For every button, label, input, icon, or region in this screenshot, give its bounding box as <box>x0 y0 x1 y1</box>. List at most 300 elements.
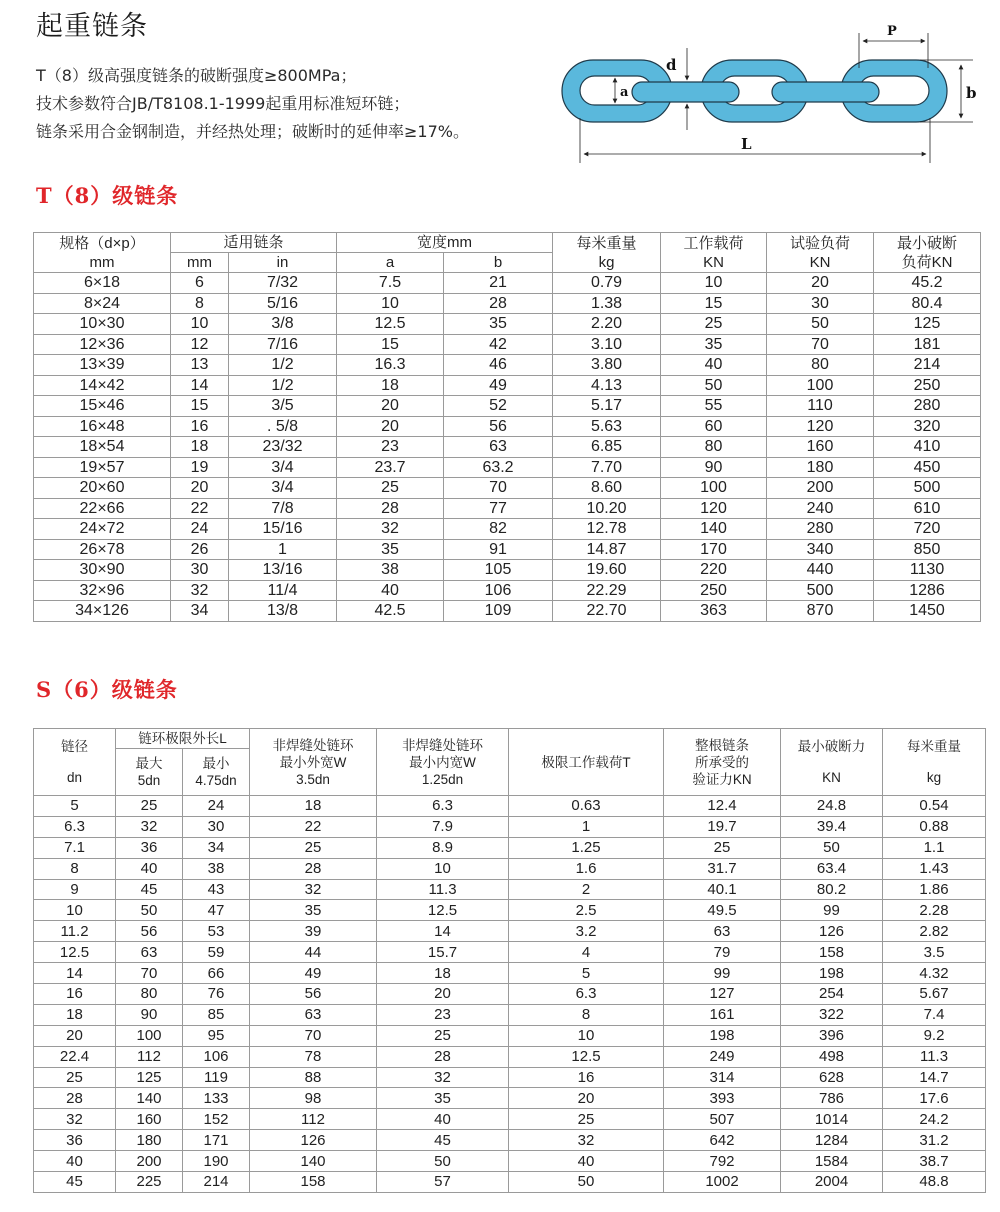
header-chain-mm: mm <box>171 253 229 273</box>
table-cell: 12.78 <box>553 519 661 540</box>
header-inner-width <box>377 729 509 796</box>
table-cell: 158 <box>250 1172 377 1193</box>
table-cell: 2.28 <box>883 900 986 921</box>
table-row <box>34 375 981 396</box>
table-cell: 10 <box>34 900 116 921</box>
table-cell: 35 <box>337 539 444 560</box>
header-text: 非焊缝处链环 <box>402 737 484 753</box>
table-cell: 11.3 <box>883 1046 986 1067</box>
table-cell: 10 <box>377 858 509 879</box>
table-cell: 280 <box>767 519 874 540</box>
table-cell: 220 <box>661 560 767 581</box>
table-cell: 14 <box>171 375 229 396</box>
table-row <box>34 580 981 601</box>
table-cell: 39.4 <box>781 816 883 837</box>
table-cell: 17.6 <box>883 1088 986 1109</box>
table-cell: 119 <box>183 1067 250 1088</box>
table-cell: 28 <box>34 1088 116 1109</box>
table-cell: 19.60 <box>553 560 661 581</box>
header-text: 5dn <box>137 773 161 788</box>
table-cell: 0.79 <box>553 273 661 294</box>
table-cell: 7.70 <box>553 457 661 478</box>
table-cell: 5.17 <box>553 396 661 417</box>
table-row <box>34 355 981 376</box>
table-cell: 53 <box>183 921 250 942</box>
table-cell: 50 <box>116 900 183 921</box>
table-cell: 23.7 <box>337 457 444 478</box>
table-cell: 31.2 <box>883 1130 986 1151</box>
header-text: 3.5dn <box>296 771 330 787</box>
header-test-load <box>767 233 874 273</box>
table-cell: 40 <box>661 355 767 376</box>
table-cell: 13×39 <box>34 355 171 376</box>
table-cell: 24 <box>171 519 229 540</box>
table-cell: 11/4 <box>229 580 337 601</box>
table-cell: 15 <box>337 334 444 355</box>
table-cell: 32 <box>250 879 377 900</box>
table-cell: 44 <box>250 942 377 963</box>
table-cell: 12 <box>171 334 229 355</box>
table-cell: 25 <box>250 837 377 858</box>
table-cell: 1 <box>229 539 337 560</box>
table-cell: 7/8 <box>229 498 337 519</box>
table-cell: 6.85 <box>553 437 661 458</box>
table-cell: 25 <box>661 314 767 335</box>
table-cell: 3.5 <box>883 942 986 963</box>
table-cell: 76 <box>183 984 250 1005</box>
table-cell: 3.80 <box>553 355 661 376</box>
table-cell: 171 <box>183 1130 250 1151</box>
table-cell: 140 <box>661 519 767 540</box>
header-outer-width <box>250 729 377 796</box>
table-cell: 1.43 <box>883 858 986 879</box>
table-cell: 50 <box>509 1172 664 1193</box>
header-text: KN <box>703 253 724 271</box>
header-text: 试验负荷 <box>790 234 851 252</box>
table-cell: 0.88 <box>883 816 986 837</box>
table-cell: 1.1 <box>883 837 986 858</box>
table-cell: 50 <box>661 375 767 396</box>
label-l: L <box>741 135 752 153</box>
table-cell: 40 <box>34 1151 116 1172</box>
table-cell: 322 <box>781 1004 883 1025</box>
table-cell: 3.10 <box>553 334 661 355</box>
table-cell: 190 <box>183 1151 250 1172</box>
header-weight <box>553 233 661 273</box>
header-text: 所承受的 <box>695 754 750 770</box>
table-row <box>34 942 986 963</box>
header-text: 工作载荷 <box>683 234 744 252</box>
table-cell: 1.25 <box>509 837 664 858</box>
table-cell: 25 <box>664 837 781 858</box>
table-cell: 225 <box>116 1172 183 1193</box>
table-cell: 26×78 <box>34 539 171 560</box>
table-cell: 106 <box>183 1046 250 1067</box>
table-cell: 500 <box>874 478 981 499</box>
table-cell: 40 <box>509 1151 664 1172</box>
table-cell: 63 <box>116 942 183 963</box>
table-cell: 50 <box>767 314 874 335</box>
table-cell: 240 <box>767 498 874 519</box>
table-cell: 628 <box>781 1067 883 1088</box>
table-cell: 32×96 <box>34 580 171 601</box>
table-cell: 1.38 <box>553 293 661 314</box>
table-cell: 16.3 <box>337 355 444 376</box>
table-cell: 14.87 <box>553 539 661 560</box>
table-cell: 133 <box>183 1088 250 1109</box>
table-row <box>34 1067 986 1088</box>
table-cell: 8.60 <box>553 478 661 499</box>
table-cell: 20 <box>34 1025 116 1046</box>
table-cell: 52 <box>444 396 553 417</box>
header-text: 最小破断力 <box>797 739 866 754</box>
table-cell: 20 <box>377 984 509 1005</box>
table-cell: 78 <box>250 1046 377 1067</box>
table-cell: 20 <box>509 1088 664 1109</box>
table-cell: 18 <box>34 1004 116 1025</box>
table-cell: 7/16 <box>229 334 337 355</box>
table-cell: 57 <box>377 1172 509 1193</box>
table-cell: 160 <box>767 437 874 458</box>
table-row <box>34 273 981 294</box>
table-cell: 38 <box>183 858 250 879</box>
header-text: kg <box>598 253 615 271</box>
header-work-limit: 极限工作载荷T <box>509 729 664 796</box>
table-cell: 63 <box>444 437 553 458</box>
table-row <box>34 1004 986 1025</box>
table-cell: 786 <box>781 1088 883 1109</box>
table-row <box>34 539 981 560</box>
table-cell: 30×90 <box>34 560 171 581</box>
chain-diagram <box>545 18 985 168</box>
table-cell: 28 <box>337 498 444 519</box>
header-width-b: b <box>444 253 553 273</box>
table-cell: 498 <box>781 1046 883 1067</box>
table-cell: 45.2 <box>874 273 981 294</box>
table-cell: 12×36 <box>34 334 171 355</box>
table-cell: 314 <box>664 1067 781 1088</box>
table-cell: 20 <box>171 478 229 499</box>
table-cell: 49 <box>250 963 377 984</box>
table-cell: 70 <box>250 1025 377 1046</box>
table-cell: 39 <box>250 921 377 942</box>
table-cell: 36 <box>116 837 183 858</box>
table-cell: 34×126 <box>34 601 171 622</box>
table-cell: 214 <box>183 1172 250 1193</box>
table-cell: 21 <box>444 273 553 294</box>
table-cell: 95 <box>183 1025 250 1046</box>
table-cell: 4.32 <box>883 963 986 984</box>
table-cell: 35 <box>377 1088 509 1109</box>
table-cell: 14 <box>34 963 116 984</box>
table-cell: 34 <box>171 601 229 622</box>
table-row <box>34 478 981 499</box>
table-cell: 35 <box>250 900 377 921</box>
table-cell: 180 <box>767 457 874 478</box>
table-cell: 10 <box>661 273 767 294</box>
table-cell: 22×66 <box>34 498 171 519</box>
table-cell: 9 <box>34 879 116 900</box>
label-p: P <box>887 24 897 39</box>
table-cell: 16 <box>171 416 229 437</box>
table-cell: 26 <box>171 539 229 560</box>
header-width: 宽度mm <box>337 233 553 253</box>
table-cell: 6 <box>171 273 229 294</box>
table-cell: 56 <box>444 416 553 437</box>
table-cell: 23 <box>337 437 444 458</box>
table-cell: 507 <box>664 1109 781 1130</box>
table-cell: 38 <box>337 560 444 581</box>
table-cell: 140 <box>116 1088 183 1109</box>
section-title-t8: T（8）级链条 <box>36 183 179 208</box>
t8-table-body <box>34 273 981 622</box>
label-d: d <box>666 56 677 74</box>
table-cell: 720 <box>874 519 981 540</box>
table-cell: 4.13 <box>553 375 661 396</box>
table-cell: 77 <box>444 498 553 519</box>
table-cell: 48.8 <box>883 1172 986 1193</box>
table-cell: 450 <box>874 457 981 478</box>
table-cell: 3.2 <box>509 921 664 942</box>
table-cell: 43 <box>183 879 250 900</box>
table-cell: 5 <box>509 963 664 984</box>
table-cell: 127 <box>664 984 781 1005</box>
table-row <box>34 498 981 519</box>
table-cell: 11.2 <box>34 921 116 942</box>
table-cell: 24.8 <box>781 796 883 817</box>
table-cell: 70 <box>767 334 874 355</box>
table-cell: 6.3 <box>509 984 664 1005</box>
table-cell: 19.7 <box>664 816 781 837</box>
table-row <box>34 858 986 879</box>
table-cell: 25 <box>509 1109 664 1130</box>
table-cell: 3/8 <box>229 314 337 335</box>
table-cell: 110 <box>767 396 874 417</box>
label-a: a <box>620 85 629 100</box>
table-cell: 100 <box>767 375 874 396</box>
table-cell: 340 <box>767 539 874 560</box>
header-text: 最小 <box>202 756 230 771</box>
table-cell: 181 <box>874 334 981 355</box>
table-cell: 32 <box>509 1130 664 1151</box>
table-cell: 23 <box>377 1004 509 1025</box>
table-cell: 24×72 <box>34 519 171 540</box>
table-cell: 38.7 <box>883 1151 986 1172</box>
table-cell: 1/2 <box>229 355 337 376</box>
table-cell: 22.29 <box>553 580 661 601</box>
table-cell: 13/8 <box>229 601 337 622</box>
table-cell: 13/16 <box>229 560 337 581</box>
table-cell: 3/4 <box>229 478 337 499</box>
header-text: 每米重量 <box>907 739 962 754</box>
table-cell: 15/16 <box>229 519 337 540</box>
table-cell: 7/32 <box>229 273 337 294</box>
table-cell: 254 <box>781 984 883 1005</box>
table-cell: 25 <box>34 1067 116 1088</box>
table-cell: 63 <box>250 1004 377 1025</box>
table-cell: 34 <box>183 837 250 858</box>
table-cell: 5 <box>34 796 116 817</box>
table-cell: 10×30 <box>34 314 171 335</box>
table-cell: 16 <box>34 984 116 1005</box>
table-cell: 11.3 <box>377 879 509 900</box>
table-cell: 1130 <box>874 560 981 581</box>
header-width-a: a <box>337 253 444 273</box>
table-cell: 15 <box>661 293 767 314</box>
table-cell: 45 <box>377 1130 509 1151</box>
table-cell: 6.3 <box>377 796 509 817</box>
table-cell: 22.70 <box>553 601 661 622</box>
table-cell: 5.63 <box>553 416 661 437</box>
table-cell: 25 <box>337 478 444 499</box>
table-cell: 870 <box>767 601 874 622</box>
table-row <box>34 457 981 478</box>
t8-spec-table <box>33 232 981 622</box>
table-cell: 91 <box>444 539 553 560</box>
table-cell: 70 <box>444 478 553 499</box>
table-cell: 24 <box>183 796 250 817</box>
table-cell: 24.2 <box>883 1109 986 1130</box>
table-cell: 35 <box>661 334 767 355</box>
table-cell: 170 <box>661 539 767 560</box>
table-cell: 2004 <box>781 1172 883 1193</box>
table-cell: 160 <box>116 1109 183 1130</box>
s6-spec-table <box>33 728 986 1193</box>
table-cell: 80 <box>116 984 183 1005</box>
table-cell: . 5/8 <box>229 416 337 437</box>
table-cell: 90 <box>661 457 767 478</box>
table-cell: 55 <box>661 396 767 417</box>
table-cell: 6.3 <box>34 816 116 837</box>
table-cell: 20 <box>337 396 444 417</box>
table-row <box>34 396 981 417</box>
header-text: 链径 <box>61 739 88 754</box>
header-min-break <box>874 233 981 273</box>
table-cell: 22 <box>250 816 377 837</box>
table-cell: 7.4 <box>883 1004 986 1025</box>
table-cell: 80.2 <box>781 879 883 900</box>
table-cell: 12.5 <box>377 900 509 921</box>
table-cell: 320 <box>874 416 981 437</box>
table-cell: 15×46 <box>34 396 171 417</box>
table-cell: 16×48 <box>34 416 171 437</box>
table-row <box>34 963 986 984</box>
table-cell: 13 <box>171 355 229 376</box>
table-cell: 18 <box>377 963 509 984</box>
table-cell: 8 <box>509 1004 664 1025</box>
chain-link <box>772 82 879 102</box>
table-cell: 2.5 <box>509 900 664 921</box>
table-row <box>34 437 981 458</box>
table-cell: 249 <box>664 1046 781 1067</box>
table-cell: 109 <box>444 601 553 622</box>
header-text: KN <box>822 770 841 785</box>
header-len-max <box>116 749 183 796</box>
table-cell: 4 <box>509 942 664 963</box>
table-row <box>34 816 986 837</box>
table-cell: 45 <box>116 879 183 900</box>
table-cell: 200 <box>116 1151 183 1172</box>
table-cell: 63.2 <box>444 457 553 478</box>
table-cell: 99 <box>664 963 781 984</box>
header-text: 4.75dn <box>195 773 237 788</box>
table-cell: 80 <box>661 437 767 458</box>
table-cell: 88 <box>250 1067 377 1088</box>
table-cell: 5.67 <box>883 984 986 1005</box>
table-cell: 47 <box>183 900 250 921</box>
table-cell: 63.4 <box>781 858 883 879</box>
table-cell: 10 <box>171 314 229 335</box>
section-title-s6: S（6）级链条 <box>36 677 178 702</box>
table-cell: 250 <box>874 375 981 396</box>
table-cell: 100 <box>116 1025 183 1046</box>
page-title: 起重链条 <box>36 11 148 42</box>
table-row <box>34 984 986 1005</box>
table-cell: 0.54 <box>883 796 986 817</box>
intro-line: 链条采用合金钢制造，并经热处理；破断时的延伸率≥17%。 <box>36 122 469 141</box>
table-row <box>34 796 986 817</box>
header-text: 最大 <box>135 756 163 771</box>
table-cell: 1/2 <box>229 375 337 396</box>
chain-link <box>632 82 739 102</box>
table-cell: 8.9 <box>377 837 509 858</box>
header-work-load <box>661 233 767 273</box>
table-cell: 35 <box>444 314 553 335</box>
table-row <box>34 1046 986 1067</box>
table-cell: 20 <box>767 273 874 294</box>
table-cell: 3/4 <box>229 457 337 478</box>
header-text: 整根链条 <box>695 737 750 753</box>
table-cell: 50 <box>377 1151 509 1172</box>
table-cell: 49 <box>444 375 553 396</box>
table-row <box>34 900 986 921</box>
table-cell: 500 <box>767 580 874 601</box>
table-cell: 280 <box>874 396 981 417</box>
table-cell: 63 <box>664 921 781 942</box>
table-cell: 8 <box>34 858 116 879</box>
header-text: 验证力KN <box>692 771 752 787</box>
header-text: 每米重量 <box>576 234 637 252</box>
table-cell: 198 <box>664 1025 781 1046</box>
table-cell: 7.9 <box>377 816 509 837</box>
table-cell: 1.6 <box>509 858 664 879</box>
table-cell: 46 <box>444 355 553 376</box>
table-cell: 642 <box>664 1130 781 1151</box>
table-row <box>34 1130 986 1151</box>
table-cell: 100 <box>661 478 767 499</box>
table-cell: 28 <box>377 1046 509 1067</box>
s6-table-body <box>34 796 986 1193</box>
table-cell: 16 <box>509 1067 664 1088</box>
header-len-min <box>183 749 250 796</box>
table-cell: 56 <box>250 984 377 1005</box>
table-cell: 1584 <box>781 1151 883 1172</box>
table-cell: 1014 <box>781 1109 883 1130</box>
table-cell: 70 <box>116 963 183 984</box>
header-text: 非焊缝处链环 <box>272 737 354 753</box>
table-cell: 2 <box>509 879 664 900</box>
table-cell: 20 <box>337 416 444 437</box>
table-row <box>34 293 981 314</box>
table-cell: 14 <box>377 921 509 942</box>
intro-line: 技术参数符合JB/T8108.1-1999起重用标准短环链； <box>36 94 410 113</box>
table-cell: 25 <box>377 1025 509 1046</box>
table-cell: 28 <box>444 293 553 314</box>
table-cell: 32 <box>171 580 229 601</box>
table-cell: 440 <box>767 560 874 581</box>
table-cell: 22.4 <box>34 1046 116 1067</box>
table-row <box>34 1088 986 1109</box>
